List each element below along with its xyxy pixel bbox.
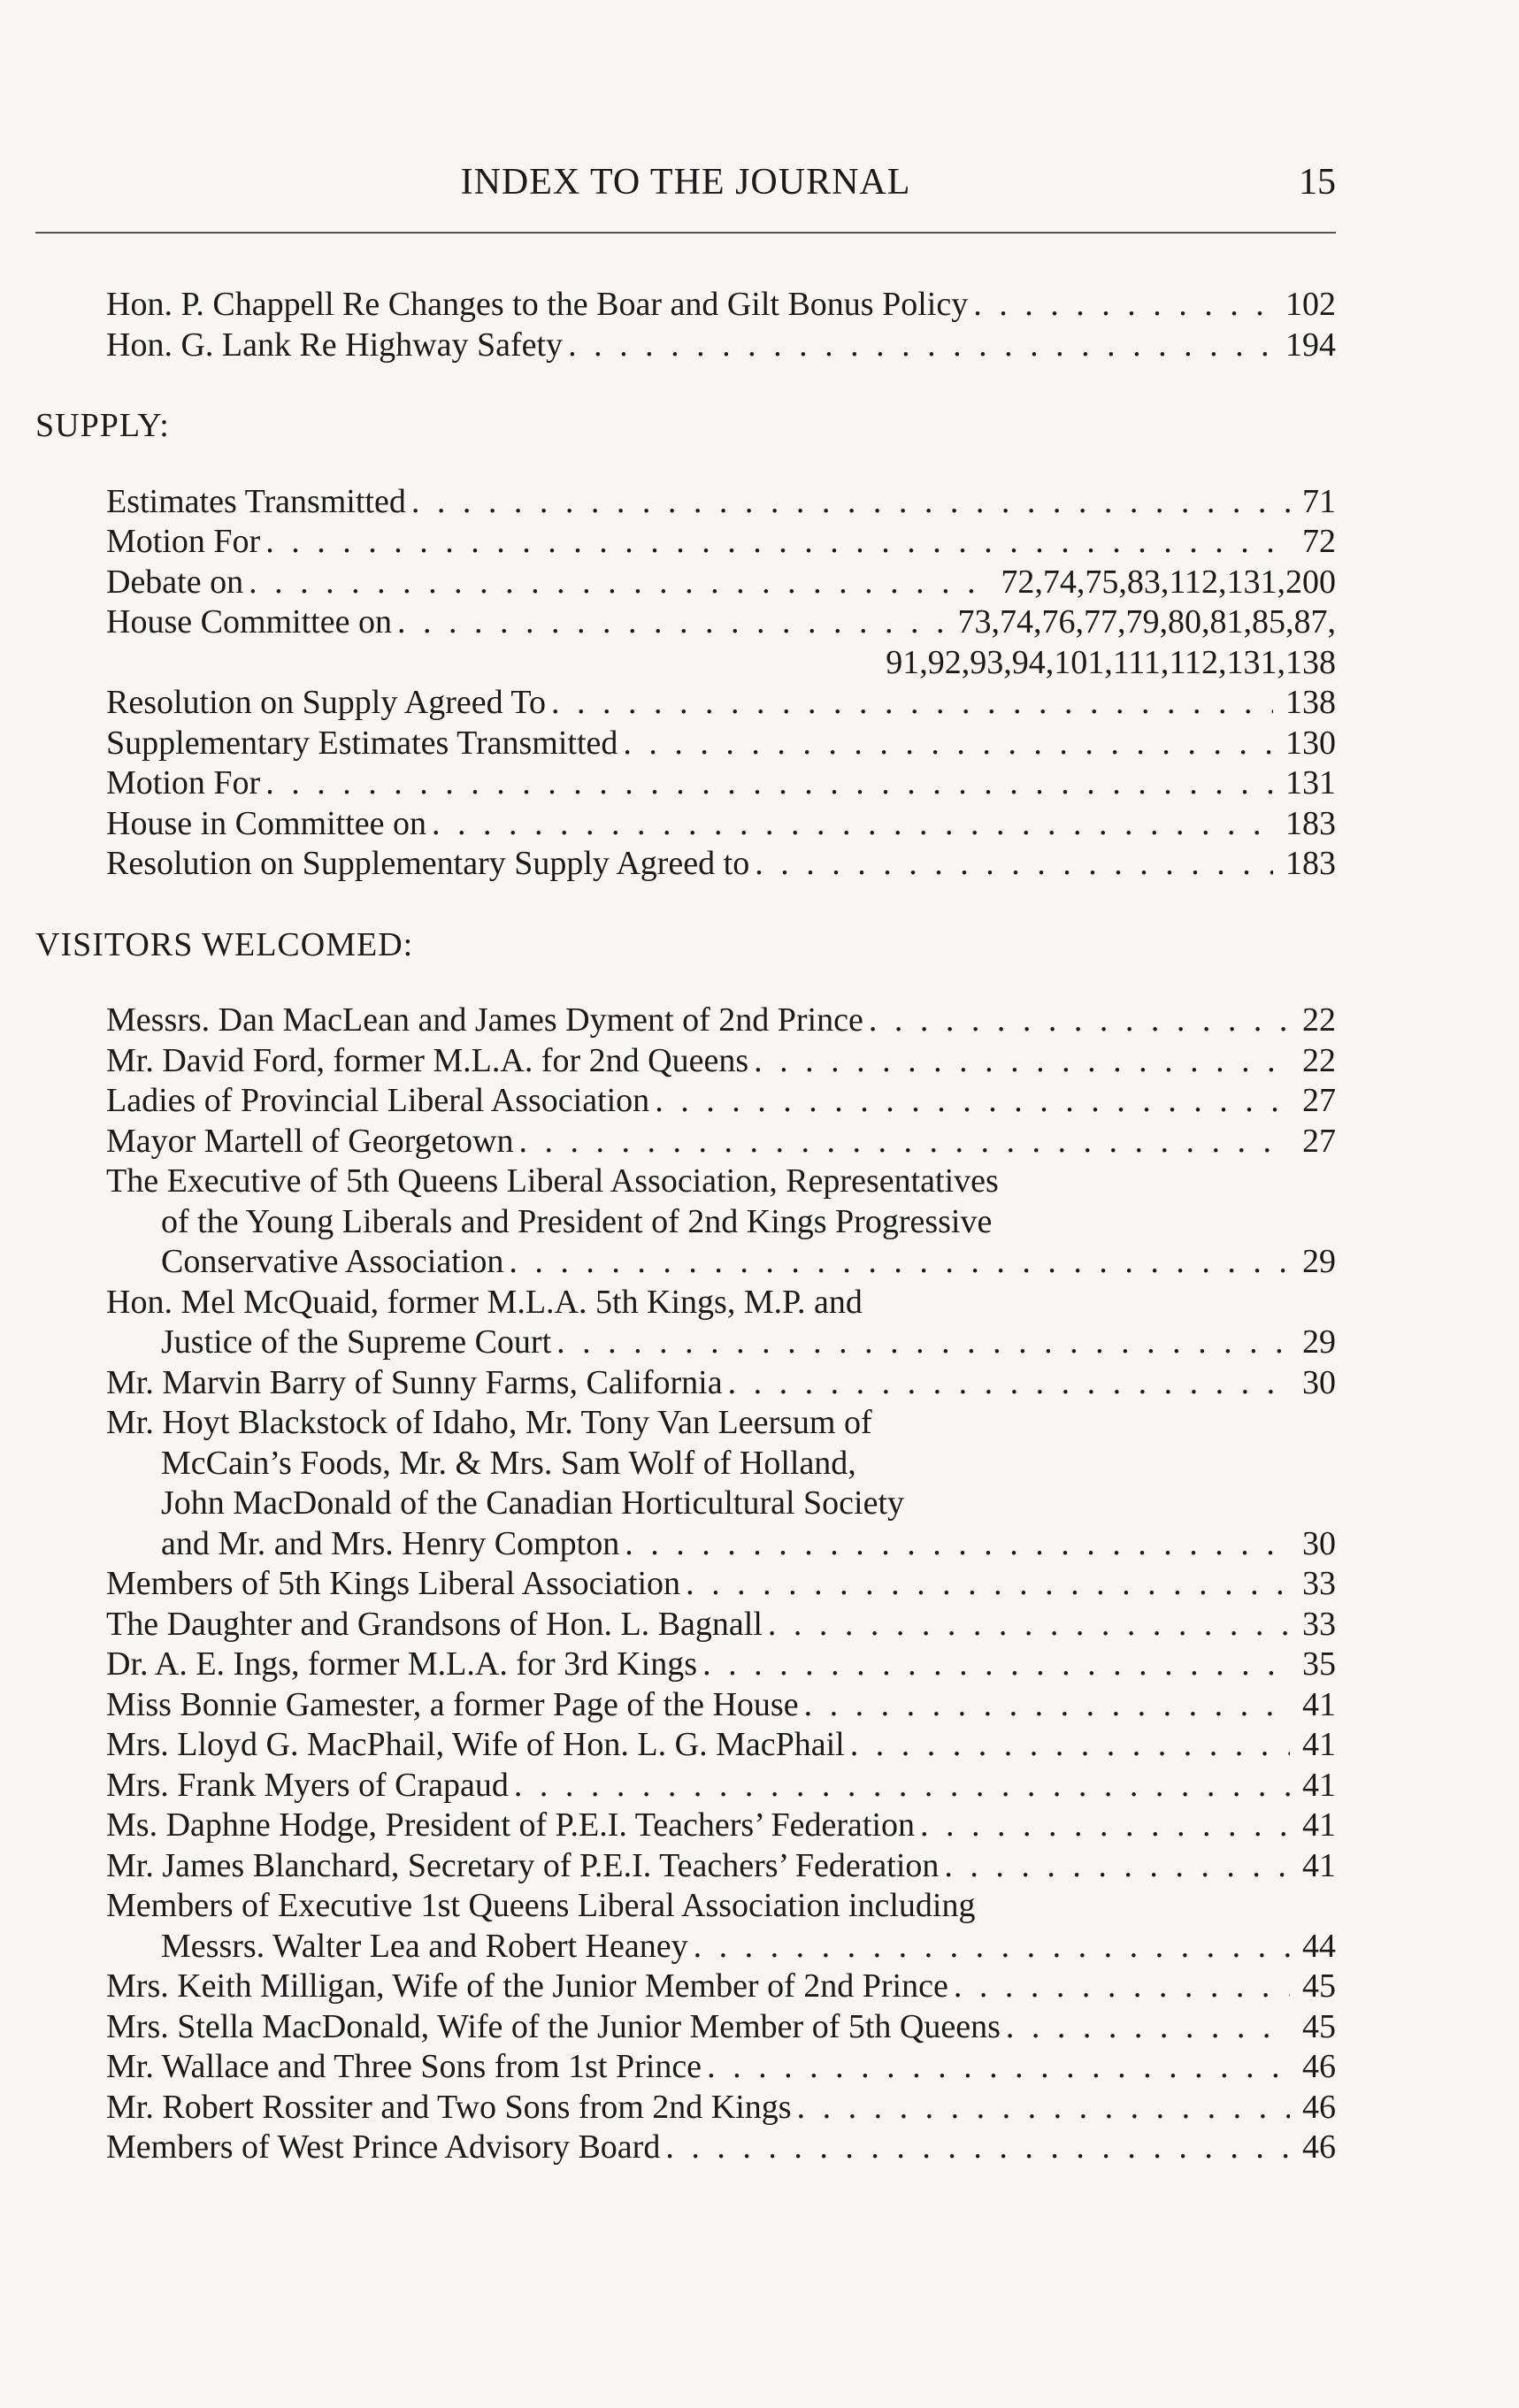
entry-label: Members of 5th Kings Liberal Association <box>106 1565 681 1602</box>
entry-label: Supplementary Estimates Transmitted <box>106 724 618 762</box>
leader-dots <box>265 522 1290 563</box>
index-entry-myers <box>35 1766 1336 1806</box>
leader-dots <box>869 1001 1290 1041</box>
leader-dots <box>665 2128 1290 2168</box>
index-entry-supp-motion <box>35 763 1336 804</box>
entry-label: Mr. Robert Rossiter and Two Sons from 2nd Kings <box>106 2088 792 2126</box>
entry-pages: 71 <box>1302 482 1336 520</box>
entry-pages: 41 <box>1302 1846 1336 1884</box>
leader-dots <box>1006 2007 1290 2048</box>
leader-dots <box>702 1645 1290 1685</box>
entry-label-line: The Executive of 5th Queens Liberal Association, Representatives <box>106 1162 999 1200</box>
leader-dots <box>623 724 1273 764</box>
leader-dots <box>518 1122 1290 1162</box>
index-entry-rossiter <box>35 2088 1336 2128</box>
entry-label: Ms. Daphne Hodge, President of P.E.I. Teachers’ Federation <box>106 1806 916 1844</box>
entry-label: Mrs. Frank Myers of Crapaud <box>106 1766 509 1804</box>
index-entry-chappell <box>35 285 1336 326</box>
entry-pages: 41 <box>1302 1806 1336 1844</box>
index-entry-barry <box>35 1363 1336 1404</box>
index-entry-lank <box>35 326 1336 366</box>
index-entry-ladies <box>35 1081 1336 1122</box>
entry-pages: 41 <box>1302 1766 1336 1804</box>
entry-label: Motion For <box>106 764 261 801</box>
leader-dots <box>920 1806 1290 1846</box>
entry-label: Justice of the Supreme Court <box>161 1323 552 1361</box>
entry-label: Mr. Marvin Barry of Sunny Farms, California <box>106 1363 723 1401</box>
entry-pages: 29 <box>1302 1243 1336 1280</box>
leader-dots <box>411 482 1290 523</box>
leader-dots <box>797 2088 1290 2128</box>
entry-pages: 102 <box>1285 286 1336 323</box>
entry-pages: 33 <box>1302 1605 1336 1643</box>
entry-pages: 41 <box>1302 1685 1336 1723</box>
entry-label: House in Committee on <box>106 804 427 842</box>
entry-label: Ladies of Provincial Liberal Association <box>106 1082 650 1119</box>
leader-dots <box>707 2047 1290 2088</box>
entry-label: Estimates Transmitted <box>106 482 406 520</box>
page-header <box>35 161 1336 209</box>
entry-pages: 72 <box>1302 523 1336 560</box>
leader-dots <box>944 1846 1290 1887</box>
entry-label-line: Mr. Hoyt Blackstock of Idaho, Mr. Tony Van Leersum of <box>106 1404 872 1441</box>
entry-label: The Daughter and Grandsons of Hon. L. Bagnall <box>106 1605 763 1643</box>
entry-label: Hon. P. Chappell Re Changes to the Boar and Gilt Bonus Policy <box>106 286 969 323</box>
entry-label: Mrs. Lloyd G. MacPhail, Wife of Hon. L. G. MacPhail <box>106 1726 845 1763</box>
entry-label: Resolution on Supply Agreed To <box>106 684 546 721</box>
entry-label: Mrs. Stella MacDonald, Wife of the Junior Member of 5th Queens <box>106 2007 1001 2045</box>
index-entry-milligan <box>35 1967 1336 2007</box>
index-entry-west-prince <box>35 2128 1336 2168</box>
entry-label-line: John MacDonald of the Canadian Horticultural Society <box>161 1484 905 1522</box>
index-entry-house-committee <box>35 602 1336 643</box>
leader-dots <box>432 804 1273 845</box>
section-heading-supply: SUPPLY: <box>35 407 170 444</box>
entry-pages: 130 <box>1285 724 1336 762</box>
entry-pages: 30 <box>1302 1363 1336 1401</box>
entry-label: Debate on <box>106 563 244 601</box>
entry-pages-continued: 91,92,93,94,101,111,112,131,138 <box>886 643 1336 681</box>
header-rule <box>35 232 1336 234</box>
entry-pages: 138 <box>1285 684 1336 721</box>
leader-dots <box>755 844 1273 885</box>
entry-pages: 22 <box>1302 1041 1336 1079</box>
index-entry-ings <box>35 1645 1336 1685</box>
entry-pages: 45 <box>1302 1967 1336 2005</box>
leader-dots <box>556 1323 1290 1363</box>
index-entry-estimates <box>35 482 1336 523</box>
leader-dots <box>509 1242 1290 1283</box>
leader-dots <box>804 1685 1290 1726</box>
index-entry-ford <box>35 1041 1336 1082</box>
entry-pages: 30 <box>1302 1524 1336 1562</box>
leader-dots <box>514 1766 1290 1806</box>
entry-label: Conservative Association <box>161 1243 504 1280</box>
entry-pages: 44 <box>1302 1927 1336 1965</box>
entry-pages: 72,74,75,83,112,131,200 <box>1001 563 1336 601</box>
index-entry-debate <box>35 563 1336 603</box>
entry-pages: 41 <box>1302 1726 1336 1763</box>
leader-dots <box>686 1564 1290 1605</box>
index-entry-fifth-kings <box>35 1564 1336 1605</box>
index-entry-gamester <box>35 1685 1336 1726</box>
entry-label: Resolution on Supplementary Supply Agreed to <box>106 845 750 882</box>
index-entry-maclean <box>35 1001 1336 1041</box>
leader-dots <box>625 1524 1290 1565</box>
entry-label-line: McCain’s Foods, Mr. & Mrs. Sam Wolf of Holland, <box>161 1444 856 1482</box>
entry-label: Mr. Wallace and Three Sons from 1st Prince <box>106 2048 702 2085</box>
entry-pages: 183 <box>1285 845 1336 882</box>
entry-pages: 29 <box>1302 1323 1336 1361</box>
index-entry-blanchard <box>35 1846 1336 1887</box>
index-entry-bagnall <box>35 1605 1336 1645</box>
entry-pages: 27 <box>1302 1082 1336 1119</box>
entry-label-line: Hon. Mel McQuaid, former M.L.A. 5th Kings, M.P. and <box>106 1283 863 1321</box>
entry-label: Members of West Prince Advisory Board <box>106 2128 661 2166</box>
entry-pages: 45 <box>1302 2007 1336 2045</box>
entry-pages: 27 <box>1302 1122 1336 1160</box>
index-entry-supp-estimates <box>35 724 1336 764</box>
entry-pages: 46 <box>1302 2128 1336 2166</box>
entry-label: House Committee on <box>106 603 392 640</box>
entry-pages: 183 <box>1285 804 1336 842</box>
index-entry-resolution <box>35 683 1336 724</box>
index-entry-house-in-committee <box>35 804 1336 845</box>
entry-label: Mr. David Ford, former M.L.A. for 2nd Queens <box>106 1041 749 1079</box>
entry-label: Mrs. Keith Milligan, Wife of the Junior Member of 2nd Prince <box>106 1967 948 2005</box>
leader-dots <box>397 602 946 643</box>
leader-dots <box>568 326 1273 366</box>
index-entry-wallace <box>35 2047 1336 2088</box>
index-entry-mcquaid <box>35 1323 1336 1363</box>
leader-dots <box>694 1927 1290 1967</box>
leader-dots <box>973 285 1273 326</box>
entry-pages: 131 <box>1285 764 1336 801</box>
leader-dots <box>551 683 1273 724</box>
leader-dots <box>728 1363 1290 1404</box>
entry-pages: 73,74,76,77,79,80,81,85,87, <box>957 603 1336 640</box>
entry-label: Hon. G. Lank Re Highway Safety <box>106 326 564 364</box>
entry-label: and Mr. and Mrs. Henry Compton <box>161 1524 620 1562</box>
index-entry-macphail <box>35 1725 1336 1766</box>
entry-label: Messrs. Dan MacLean and James Dyment of 2nd Prince <box>106 1001 863 1039</box>
leader-dots <box>768 1605 1290 1645</box>
index-entry-martell <box>35 1122 1336 1162</box>
entry-pages: 35 <box>1302 1645 1336 1683</box>
entry-pages: 22 <box>1302 1001 1336 1039</box>
entry-label: Messrs. Walter Lea and Robert Heaney <box>161 1927 688 1965</box>
entry-pages: 33 <box>1302 1565 1336 1602</box>
index-entry-supp-resolution <box>35 844 1336 885</box>
index-content <box>35 285 1336 2168</box>
entry-label-line: Members of Executive 1st Queens Liberal Association including <box>106 1887 976 1924</box>
leader-dots <box>850 1725 1290 1766</box>
leader-dots <box>249 563 988 603</box>
leader-dots <box>754 1041 1290 1082</box>
entry-label: Motion For <box>106 523 261 560</box>
entry-pages: 46 <box>1302 2088 1336 2126</box>
entry-label-line: of the Young Liberals and President of 2nd Kings Progressive <box>161 1202 993 1240</box>
leader-dots <box>655 1081 1290 1122</box>
leader-dots <box>265 763 1273 804</box>
entry-pages: 46 <box>1302 2048 1336 2085</box>
entry-label: Mayor Martell of Georgetown <box>106 1122 514 1160</box>
index-entry-motion <box>35 522 1336 563</box>
index-entry-first-queens <box>35 1927 1336 1967</box>
entry-label: Mr. James Blanchard, Secretary of P.E.I. Teachers’ Federation <box>106 1846 940 1884</box>
page-title: INDEX TO THE JOURNAL <box>460 162 911 203</box>
leader-dots <box>954 1967 1290 2007</box>
entry-label: Dr. A. E. Ings, former M.L.A. for 3rd Kings <box>106 1645 698 1683</box>
entry-label: Miss Bonnie Gamester, a former Page of the House <box>106 1685 799 1723</box>
index-entry-stella <box>35 2007 1336 2048</box>
index-entry-blackstock <box>35 1524 1336 1565</box>
index-entry-executive <box>35 1242 1336 1283</box>
section-heading-visitors: VISITORS WELCOMED: <box>35 925 414 963</box>
entry-pages: 194 <box>1285 326 1336 364</box>
page-number: 15 <box>1299 162 1336 203</box>
index-entry-hodge <box>35 1806 1336 1846</box>
